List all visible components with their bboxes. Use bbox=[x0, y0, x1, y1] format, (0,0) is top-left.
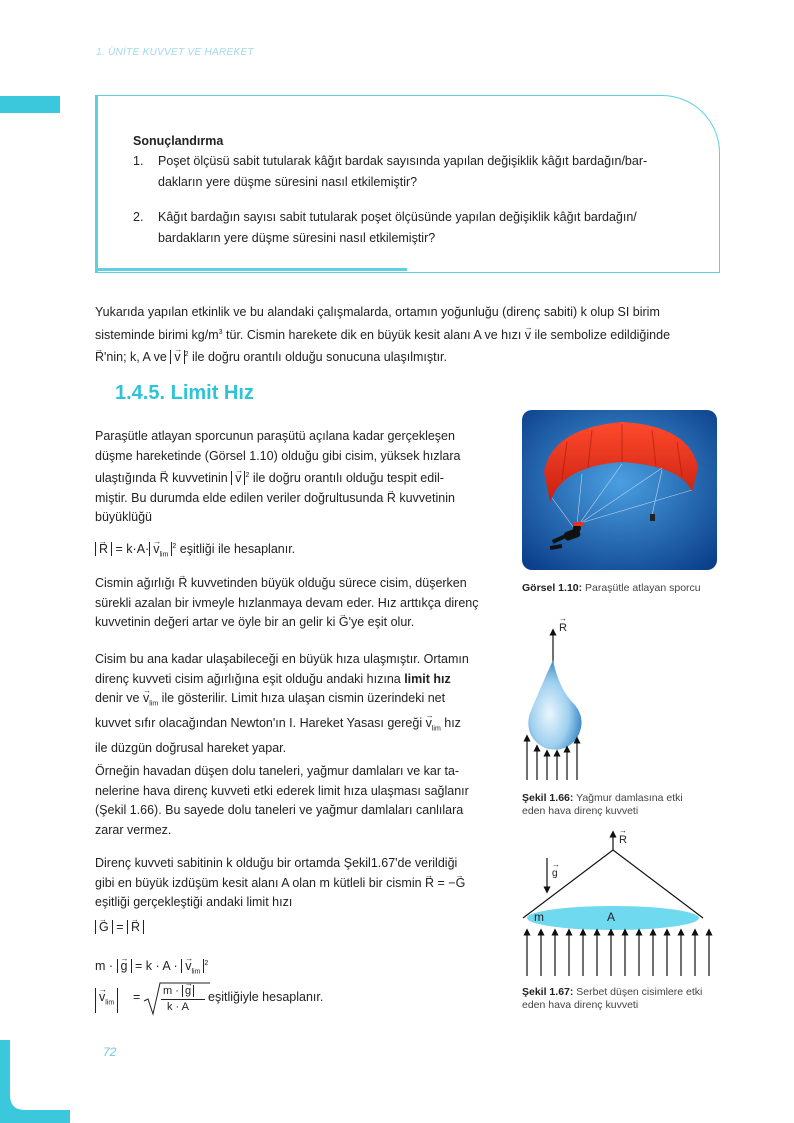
paragraph-1: Paraşütle atlayan sporcunun paraşütü açılana kadar gerçekleşen düşme hareketinde (Görsel 1.10) olduğu gibi cisim, yüksek hızlara ulaştığında → R kuvvetinin → v $^2$ ile doğru orantılı olduğu tespit edil- miştir. Bu durumda elde edilen veriler doğrultusunda → R kuvvetinin büyüklüğü bbox=[95, 427, 495, 528]
paragraph-4: Örneğin havadan düşen dolu taneleri, yağmur damlaları ve kar ta- nelerine hava direnç kuvveti etki ederek limit hıza ulaşması sağlanır (Şekil 1.66). Bu sayede dolu taneleri ve yağmur damlaları canlılara zarar vermez. bbox=[95, 764, 469, 837]
object-force-label: → R bbox=[619, 834, 627, 846]
conclusion-box bbox=[95, 95, 720, 273]
figure-1-66-caption: Şekil 1.66: Yağmur damlasına etki eden hava direnç kuvveti bbox=[522, 792, 683, 817]
fraction-numerator: m · → g bbox=[163, 982, 194, 1002]
figure-1-67-caption: Şekil 1.67: Serbet düşen cisimlere etki eden hava direnç kuvveti bbox=[522, 986, 703, 1011]
paragraph-2: Cismin ağırlığı → R kuvvetinden büyük olduğu sürece cisim, düşerken sürekli azalan bir ivmeyle hızlanmaya devam eder. Hız arttıkça direnç kuvvetinin değeri artar ve öyle bir an gelir ki → G'ye eşit olur. bbox=[95, 574, 505, 633]
area-label: A bbox=[607, 910, 616, 924]
conclusion-title: Sonuçlandırma bbox=[133, 134, 224, 148]
figure-1-10-caption: Görsel 1.10: Paraşütle atlayan sporcu bbox=[522, 582, 701, 594]
fraction-denominator: k · A bbox=[167, 1001, 190, 1013]
parachute-photo bbox=[522, 410, 717, 570]
edge-tab bbox=[0, 96, 60, 113]
falling-object-figure bbox=[515, 830, 715, 980]
item-text: Poşet ölçüsü sabit tutularak kâğıt bardak sayısında yapılan değişiklik kâğıt bardağın/bar- dakların yere düşme süresini nasıl etkilemiştir? bbox=[158, 154, 648, 189]
paragraph-3: Cisim bu ana kadar ulaşabileceği en büyük hıza ulaşmıştır. Ortamın direnç kuvveti cisim ağırlığına eşit olduğu andaki hızına limit hız denir ve → $v_{lim}$ ile gösterilir. Limit hıza ulaşan cismin üzerindeki net kuvvet sıfır olacağından Newton'ın I. Hareket Yasası gereği → $v_{lim}$ hız ile düzgün doğrusal hareket yapar. bbox=[95, 650, 505, 759]
paragraph-5: Direnç kuvveti sabitinin k olduğu bir ortamda Şekil1.67'de verildiği gibi en büyük izdüşüm kesit alanı A olan m kütleli bir cismin → R = −→ G eşitliği gerçekleştiği andaki limit hızı bbox=[95, 854, 505, 913]
box-bottom-rule bbox=[95, 268, 407, 271]
raindrop-force-label: → R bbox=[559, 622, 567, 634]
page-corner-decoration bbox=[0, 1040, 70, 1123]
item-number: 1. bbox=[133, 154, 144, 168]
page-number: 72 bbox=[103, 1045, 117, 1059]
gravity-label: → g bbox=[552, 868, 558, 879]
unit-header: 1. ÜNİTE KUVVET VE HAREKET bbox=[96, 47, 254, 58]
equation-4: → $v_{lim}$ = m · → g k · A eşitliğiyle hesaplanır. bbox=[95, 985, 495, 1015]
raindrop-figure bbox=[515, 620, 595, 785]
equation-3: m · → g = k · A · → $v_{lim}^2$ bbox=[95, 954, 208, 982]
intro-paragraph: Yukarıda yapılan etkinlik ve bu alandaki çalışmalarda, ortamın yoğunluğu (direnç sabiti) k olup SI birim sisteminde birimi $kg/m^3$ tür. Cismin harekete dik en büyük kesit alanı A ve hızı → v ile sembolize edildiğinde → R'nin; k, A ve → v $^2$ ile doğru orantılı olduğu sonucuna ulaşılmıştır. bbox=[95, 303, 725, 368]
equation-1: → $R = k\cdot A\cdot\to v_{lim}^2$ eşitliği ile hesaplanır. bbox=[95, 537, 495, 565]
section-title: 1.4.5. Limit Hız bbox=[115, 382, 254, 404]
equation-2: → G = → R bbox=[95, 918, 144, 938]
item-text: Kâğıt bardağın sayısı sabit tutularak poşet ölçüsünde yapılan değişiklik kâğıt bardağın/ bardakların yere düşme süresini nasıl etkilemiştir? bbox=[158, 210, 637, 245]
mass-label: m bbox=[534, 910, 544, 924]
item-number: 2. bbox=[133, 210, 144, 224]
